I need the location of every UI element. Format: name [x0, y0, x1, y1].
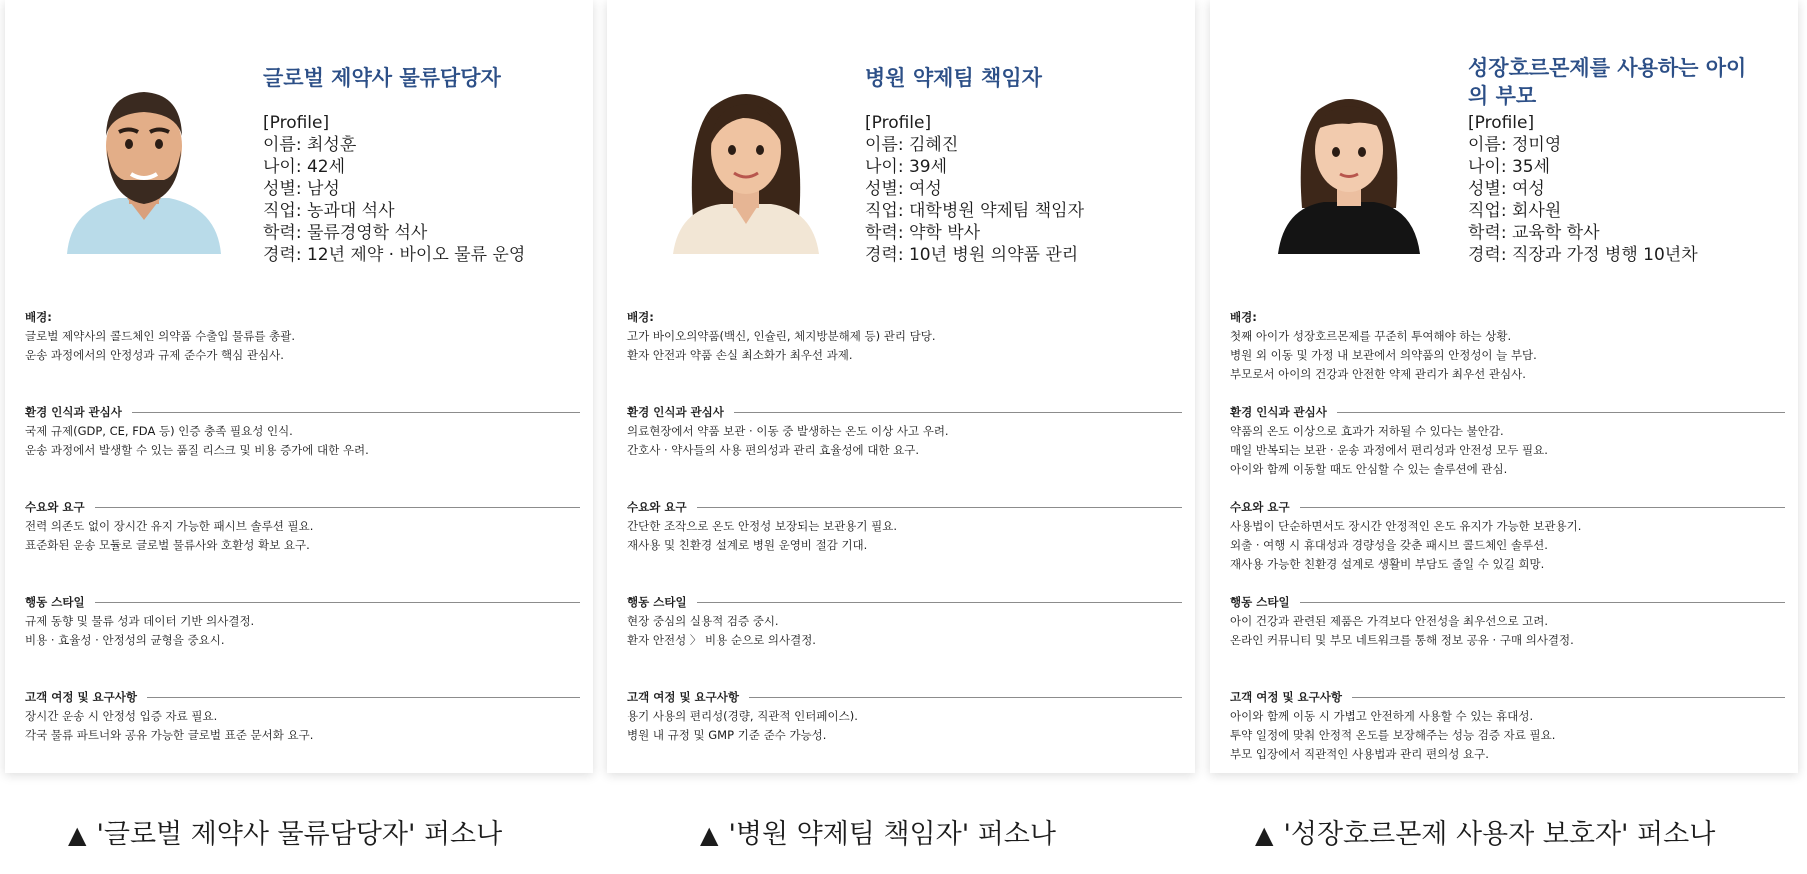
- journey-section: [1230, 688, 1785, 764]
- caption-text: '글로벌 제약사 물류담당자' 퍼소나: [96, 819, 503, 850]
- divider: [734, 412, 1182, 413]
- profile-career: 경력: 10년 병원 의약품 관리: [865, 245, 1079, 265]
- caption-1: [68, 812, 502, 851]
- profile-age: 나이: 39세: [865, 157, 948, 177]
- section-line: 첫째 아이가 성장호르몬제를 꾸준히 투여해야 하는 상황.: [1230, 329, 1512, 343]
- section-line: 매일 반복되는 보관 · 운송 과정에서 편리성과 안전성 모두 필요.: [1230, 443, 1548, 457]
- divider: [95, 602, 580, 603]
- section-line: 사용법이 단순하면서도 장시간 안정적인 온도 유지가 가능한 보관용기.: [1230, 519, 1582, 533]
- background-section: [1230, 308, 1785, 384]
- triangle-up-icon: ▲: [700, 821, 719, 849]
- section-line: 부모로서 아이의 건강과 안전한 약제 관리가 최우선 관심사.: [1230, 367, 1526, 381]
- triangle-up-icon: ▲: [68, 821, 87, 849]
- divider: [1337, 412, 1785, 413]
- profile-block: [1468, 112, 1793, 266]
- section-line: 아이 건강과 관련된 제품은 가격보다 안전성을 최우선으로 고려.: [1230, 614, 1549, 628]
- awareness-section: [1230, 403, 1785, 479]
- profile-name: 이름: 최성훈: [263, 135, 357, 155]
- profile-gender: 성별: 여성: [1468, 179, 1545, 199]
- section-line: 투약 일정에 맞춰 안정적 온도를 보장해주는 성능 검증 자료 필요.: [1230, 728, 1556, 742]
- section-line: 병원 내 규정 및 GMP 기준 준수 가능성.: [627, 728, 827, 742]
- section-line: 각국 물류 파트너와 공유 가능한 글로벌 표준 문서화 요구.: [25, 728, 314, 742]
- caption-text: '병원 약제팀 책임자' 퍼소나: [728, 819, 1056, 850]
- section-heading: 행동 스타일: [1230, 595, 1290, 609]
- section-line: 약품의 온도 이상으로 효과가 저하될 수 있다는 불안감.: [1230, 424, 1504, 438]
- section-line: 용기 사용의 편리성(경량, 직관적 인터페이스).: [627, 709, 858, 723]
- section-heading: 배경:: [25, 310, 52, 324]
- section-line: 장시간 운송 시 안정성 입증 자료 필요.: [25, 709, 218, 723]
- section-line: 의료현장에서 약품 보관 · 이동 중 발생하는 온도 이상 사고 우려.: [627, 424, 949, 438]
- triangle-up-icon: ▲: [1255, 821, 1274, 849]
- profile-age: 나이: 42세: [263, 157, 346, 177]
- section-line: 환자 안전과 약품 손실 최소화가 최우선 과제.: [627, 348, 853, 362]
- awareness-section: [627, 403, 1182, 460]
- profile-header: [Profile]: [865, 113, 932, 133]
- section-line: 병원 외 이동 및 가정 내 보관에서 의약품의 안정성이 늘 부담.: [1230, 348, 1537, 362]
- profile-career: 경력: 직장과 가정 병행 10년차: [1468, 245, 1698, 265]
- caption-3: [1255, 812, 1715, 851]
- woman-avatar-icon: [651, 58, 841, 254]
- section-heading: 행동 스타일: [627, 595, 687, 609]
- section-line: 운송 과정에서 발생할 수 있는 품질 리스크 및 비용 증가에 대한 우려.: [25, 443, 369, 457]
- needs-section: [25, 498, 580, 555]
- needs-section: [1230, 498, 1785, 574]
- background-section: [25, 308, 580, 365]
- persona-card-2: [607, 0, 1195, 773]
- profile-education: 학력: 교육학 학사: [1468, 223, 1600, 243]
- profile-name: 이름: 김혜진: [865, 135, 959, 155]
- section-line: 간단한 조작으로 온도 안정성 보장되는 보관용기 필요.: [627, 519, 897, 533]
- section-line: 온라인 커뮤니티 및 부모 네트워크를 통해 정보 공유 · 구매 의사결정.: [1230, 633, 1574, 647]
- profile-header: [Profile]: [1468, 113, 1535, 133]
- section-line: 표준화된 운송 모듈로 글로벌 물류사와 호환성 확보 요구.: [25, 538, 310, 552]
- profile-education: 학력: 약학 박사: [865, 223, 981, 243]
- persona-card-3: [1210, 0, 1798, 773]
- section-line: 부모 입장에서 직관적인 사용법과 관리 편의성 요구.: [1230, 747, 1489, 761]
- profile-block: [865, 112, 1190, 266]
- section-heading: 행동 스타일: [25, 595, 85, 609]
- awareness-section: [25, 403, 580, 460]
- divider: [147, 697, 580, 698]
- section-heading: 환경 인식과 관심사: [25, 405, 122, 419]
- profile-job: 직업: 회사원: [1468, 201, 1562, 221]
- man-avatar-icon: [49, 58, 239, 254]
- profile-gender: 성별: 남성: [263, 179, 340, 199]
- section-heading: 수요와 요구: [627, 500, 687, 514]
- section-line: 글로벌 제약사의 콜드체인 의약품 수출입 물류를 총괄.: [25, 329, 295, 343]
- behavior-section: [25, 593, 580, 650]
- section-line: 고가 바이오의약품(백신, 인슐린, 체지방분해제 등) 관리 담당.: [627, 329, 936, 343]
- section-line: 현장 중심의 실용적 검증 중시.: [627, 614, 779, 628]
- section-line: 비용 · 효율성 · 안정성의 균형을 중요시.: [25, 633, 225, 647]
- section-line: 아이와 함께 이동 시 가볍고 안전하게 사용할 수 있는 휴대성.: [1230, 709, 1534, 723]
- background-section: [627, 308, 1182, 365]
- profile-career: 경력: 12년 제약 · 바이오 물류 운영: [263, 245, 526, 265]
- divider: [1300, 602, 1785, 603]
- mother-avatar-icon: [1254, 58, 1444, 254]
- section-heading: 고객 여정 및 요구사항: [25, 690, 137, 704]
- section-line: 환자 안전성 〉 비용 순으로 의사결정.: [627, 633, 816, 647]
- persona-title: 병원 약제팀 책임자: [865, 66, 1042, 90]
- section-line: 재사용 및 친환경 설계로 병원 운영비 절감 기대.: [627, 538, 868, 552]
- section-heading: 환경 인식과 관심사: [1230, 405, 1327, 419]
- section-line: 외출 · 여행 시 휴대성과 경량성을 갖춘 패시브 콜드체인 솔루션.: [1230, 538, 1548, 552]
- section-heading: 수요와 요구: [1230, 500, 1290, 514]
- behavior-section: [1230, 593, 1785, 650]
- profile-age: 나이: 35세: [1468, 157, 1551, 177]
- caption-2: [700, 812, 1056, 851]
- profile-block: [263, 112, 588, 266]
- divider: [95, 507, 580, 508]
- needs-section: [627, 498, 1182, 555]
- section-line: 아이와 함께 이동할 때도 안심할 수 있는 솔루션에 관심.: [1230, 462, 1508, 476]
- profile-job: 직업: 대학병원 약제팀 책임자: [865, 201, 1085, 221]
- section-heading: 수요와 요구: [25, 500, 85, 514]
- journey-section: [627, 688, 1182, 745]
- divider: [697, 507, 1182, 508]
- journey-section: [25, 688, 580, 745]
- section-line: 간호사 · 약사들의 사용 편의성과 관리 효율성에 대한 요구.: [627, 443, 920, 457]
- section-line: 국제 규제(GDP, CE, FDA 등) 인증 충족 필요성 인식.: [25, 424, 293, 438]
- section-heading: 배경:: [627, 310, 654, 324]
- persona-title: 성장호르몬제를 사용하는 아이의 부모: [1468, 56, 1747, 108]
- section-heading: 배경:: [1230, 310, 1257, 324]
- section-line: 운송 과정에서의 안정성과 규제 준수가 핵심 관심사.: [25, 348, 284, 362]
- profile-header: [Profile]: [263, 113, 330, 133]
- divider: [1300, 507, 1785, 508]
- divider: [132, 412, 580, 413]
- profile-gender: 성별: 여성: [865, 179, 942, 199]
- persona-title: 글로벌 제약사 물류담당자: [263, 66, 501, 90]
- section-heading: 고객 여정 및 요구사항: [627, 690, 739, 704]
- divider: [697, 602, 1182, 603]
- section-line: 규제 동향 및 물류 성과 데이터 기반 의사결정.: [25, 614, 255, 628]
- divider: [749, 697, 1182, 698]
- profile-name: 이름: 정미영: [1468, 135, 1562, 155]
- divider: [1352, 697, 1785, 698]
- behavior-section: [627, 593, 1182, 650]
- section-line: 전력 의존도 없이 장시간 유지 가능한 패시브 솔루션 필요.: [25, 519, 314, 533]
- section-line: 재사용 가능한 친환경 설계로 생활비 부담도 줄일 수 있길 희망.: [1230, 557, 1545, 571]
- persona-card-1: [5, 0, 593, 773]
- profile-education: 학력: 물류경영학 석사: [263, 223, 428, 243]
- caption-text: '성장호르몬제 사용자 보호자' 퍼소나: [1283, 819, 1716, 850]
- section-heading: 환경 인식과 관심사: [627, 405, 724, 419]
- profile-job: 직업: 농과대 석사: [263, 201, 395, 221]
- section-heading: 고객 여정 및 요구사항: [1230, 690, 1342, 704]
